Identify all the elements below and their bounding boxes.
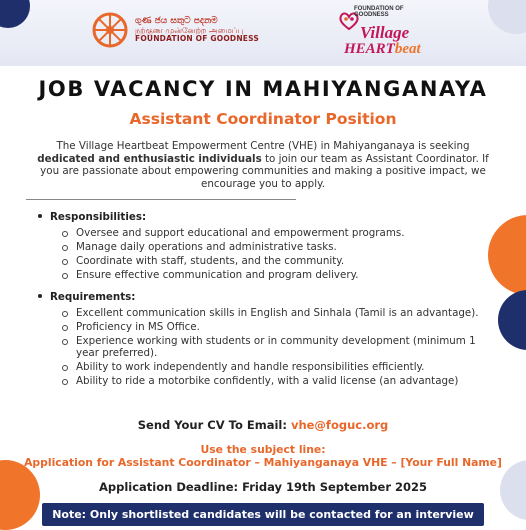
responsibilities-heading-text: Responsibilities:: [50, 211, 147, 223]
list-item: Coordinate with staff, students, and the community.: [62, 255, 488, 268]
decorative-circle: [498, 290, 526, 350]
list-item: Ability to ride a motorbike confidently, with a valid license (an advantage): [62, 375, 488, 388]
logo-text-english: FOUNDATION OF GOODNESS: [135, 33, 259, 43]
bullet-icon: [38, 294, 42, 298]
send-cv-label: Send Your CV To Email:: [137, 418, 291, 432]
list-item: Oversee and support educational and empowerment programs.: [62, 227, 488, 240]
vhe-logo-heartbeat: [344, 41, 421, 58]
header-band: [0, 0, 526, 66]
intro-bold-text: dedicated and enthusiastic individuals: [37, 152, 262, 165]
requirements-heading: [38, 291, 488, 304]
send-cv-line: [0, 418, 526, 432]
details-list: [38, 211, 488, 389]
email-link[interactable]: vhe@foguc.org: [290, 418, 389, 432]
intro-text-1: The Village Heartbeat Empowerment Centre (VHE) in Mahiyanganaya is seeking: [56, 140, 470, 152]
requirements-list: [62, 307, 488, 388]
list-item: Excellent communication skills in English and Sinhala (Tamil is an advantage).: [62, 307, 488, 320]
footer-note-text: Note: Only shortlisted candidates will be contacted for an interview: [52, 508, 474, 521]
list-item: Experience working with students or in community development (minimum 1 year preferred).: [62, 335, 488, 360]
position-title: Assistant Coordinator Position: [129, 110, 397, 128]
page-title: JOB VACANCY IN MAHIYANGANAYA: [38, 77, 488, 101]
vhe-logo-top-line2: GOODNESS: [354, 12, 389, 19]
bullet-icon: [38, 214, 42, 218]
foundation-of-goodness-logo: [92, 12, 259, 48]
requirements-heading-text: Requirements:: [50, 291, 136, 303]
subject-heading: Use the subject line:: [200, 443, 326, 456]
decorative-circle: [0, 460, 40, 530]
decorative-circle: [488, 215, 526, 295]
responsibilities-list: [62, 227, 488, 282]
logo-text-tamil: நற்குண முன்னேற்ற அமைப்பு: [135, 25, 244, 35]
logo-text-sinhala: ගුණ ජය සතුට පදනම: [135, 16, 218, 27]
divider: [26, 199, 296, 200]
responsibilities-heading: [38, 211, 488, 224]
subject-line: Application for Assistant Coordinator – Mahiyanganaya VHE – [Your Full Name]: [24, 456, 502, 469]
list-item: Ability to work independently and handle responsibilities efficiently.: [62, 361, 488, 374]
village-heartbeat-logo: [338, 6, 424, 62]
list-item: Manage daily operations and administrative tasks.: [62, 241, 488, 254]
intro-paragraph: [28, 140, 498, 190]
dharma-wheel-icon: [92, 12, 128, 48]
vhe-logo-top-line1: FOUNDATION OF: [354, 6, 404, 12]
vhe-logo-heart: HEART: [344, 41, 395, 57]
vhe-logo-village: Village: [360, 23, 410, 42]
vhe-logo-beat: beat: [394, 41, 421, 57]
list-item: Ensure effective communication and program delivery.: [62, 269, 488, 282]
intro-text-2: to join our team as Assistant Coordinator. If you are passionate about empowering communities and making a positive impact, we encourage you to apply.: [40, 152, 489, 190]
footer-note: [42, 503, 484, 526]
list-item: Proficiency in MS Office.: [62, 321, 488, 334]
application-deadline: Application Deadline: Friday 19th September 2025: [98, 480, 428, 494]
